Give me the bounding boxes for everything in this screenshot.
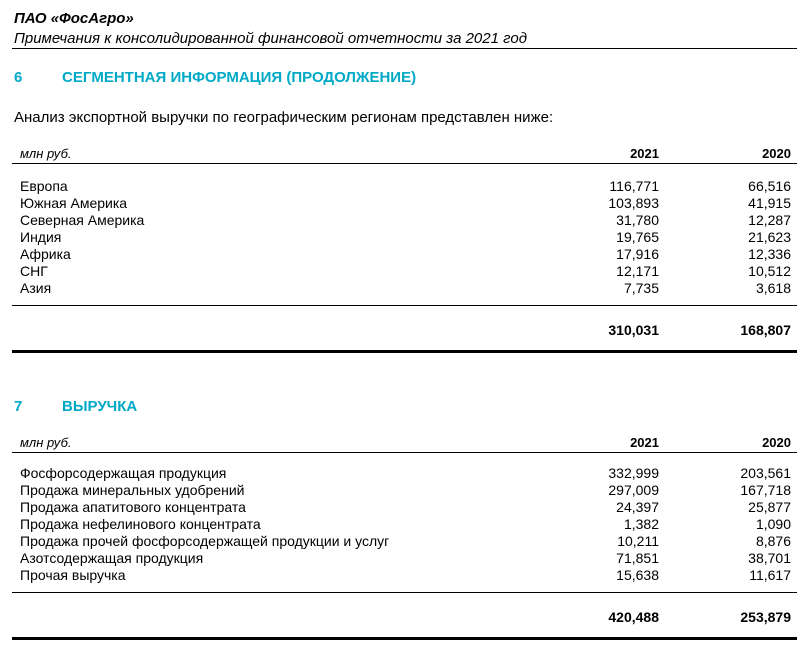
value-2020: 1,090 [755, 516, 791, 532]
unit-label: млн руб. [20, 435, 72, 450]
value-2020: 12,287 [748, 212, 791, 228]
table-row [12, 195, 797, 212]
year-2020-header: 2020 [762, 146, 791, 161]
value-2021: 103,893 [608, 195, 659, 211]
document-subtitle: Примечания к консолидированной финансовой отчетности за 2021 год [14, 30, 527, 47]
value-2021: 297,009 [608, 482, 659, 498]
table-row [12, 178, 797, 195]
company-name: ПАО «ФосАгро» [14, 10, 134, 27]
revenue-table [12, 434, 797, 640]
row-label: Северная Америка [20, 212, 145, 228]
table-row [12, 516, 797, 533]
table-row [12, 229, 797, 246]
total-2021: 310,031 [608, 322, 659, 338]
section-6-number: 6 [14, 69, 23, 86]
year-2021-header: 2021 [630, 435, 659, 450]
section-6-title: СЕГМЕНТНАЯ ИНФОРМАЦИЯ (ПРОДОЛЖЕНИЕ) [62, 69, 417, 86]
value-2021: 17,916 [616, 246, 659, 262]
table-row [12, 212, 797, 229]
value-2021: 10,211 [617, 533, 659, 549]
value-2020: 41,915 [748, 195, 791, 211]
value-2021: 71,851 [616, 550, 659, 566]
value-2020: 11,617 [749, 567, 791, 583]
table-header [12, 434, 797, 453]
value-2021: 116,771 [609, 178, 659, 194]
value-2020: 21,623 [748, 229, 791, 245]
row-label: Азотсодержащая продукция [20, 550, 204, 566]
value-2021: 31,780 [616, 212, 659, 228]
value-2020: 66,516 [748, 178, 791, 194]
table-total-row [12, 305, 797, 353]
row-label: Африка [20, 246, 71, 262]
row-label: Азия [20, 280, 52, 296]
table-row [12, 482, 797, 499]
row-label: Продажа минеральных удобрений [20, 482, 245, 498]
table-row [12, 550, 797, 567]
value-2020: 8,876 [755, 533, 791, 549]
table-row [12, 465, 797, 482]
table-total-row [12, 592, 797, 640]
value-2020: 203,561 [740, 465, 791, 481]
row-label: Индия [20, 229, 62, 245]
table-row [12, 280, 797, 297]
row-label: СНГ [20, 263, 48, 279]
value-2021: 24,397 [616, 499, 659, 515]
year-2020-header: 2020 [762, 435, 791, 450]
table-row [12, 567, 797, 584]
row-label: Фосфорсодержащая продукция [20, 465, 227, 481]
row-label: Европа [20, 178, 68, 194]
value-2021: 7,735 [623, 280, 659, 296]
row-label: Южная Америка [20, 195, 128, 211]
header-divider [12, 48, 797, 49]
value-2021: 19,765 [616, 229, 659, 245]
section-7-number: 7 [14, 398, 23, 415]
section-6-heading [14, 69, 416, 86]
unit-label: млн руб. [20, 146, 72, 161]
row-label: Прочая выручка [20, 567, 126, 583]
value-2020: 25,877 [748, 499, 791, 515]
row-label: Продажа прочей фосфорсодержащей продукции и услуг [20, 533, 390, 549]
year-2021-header: 2021 [630, 146, 659, 161]
value-2021: 12,171 [616, 263, 659, 279]
table-row [12, 246, 797, 263]
row-label: Продажа нефелинового концентрата [20, 516, 261, 532]
value-2020: 3,618 [755, 280, 791, 296]
table-header [12, 145, 797, 164]
value-2020: 38,701 [748, 550, 791, 566]
section-7-title: ВЫРУЧКА [62, 398, 138, 415]
section-7-heading [14, 398, 137, 415]
table-row [12, 263, 797, 280]
row-label: Продажа апатитового концентрата [20, 499, 246, 515]
value-2020: 12,336 [748, 246, 791, 262]
total-2021: 420,488 [608, 609, 659, 625]
value-2021: 332,999 [608, 465, 659, 481]
total-2020: 253,879 [740, 609, 791, 625]
value-2020: 10,512 [748, 263, 791, 279]
table-row [12, 499, 797, 516]
value-2020: 167,718 [740, 482, 791, 498]
value-2021: 15,638 [616, 567, 659, 583]
total-2020: 168,807 [740, 322, 791, 338]
table-row [12, 533, 797, 550]
export-revenue-table [12, 145, 797, 353]
value-2021: 1,382 [623, 516, 659, 532]
section-6-intro: Анализ экспортной выручки по географическим регионам представлен ниже: [14, 109, 554, 126]
